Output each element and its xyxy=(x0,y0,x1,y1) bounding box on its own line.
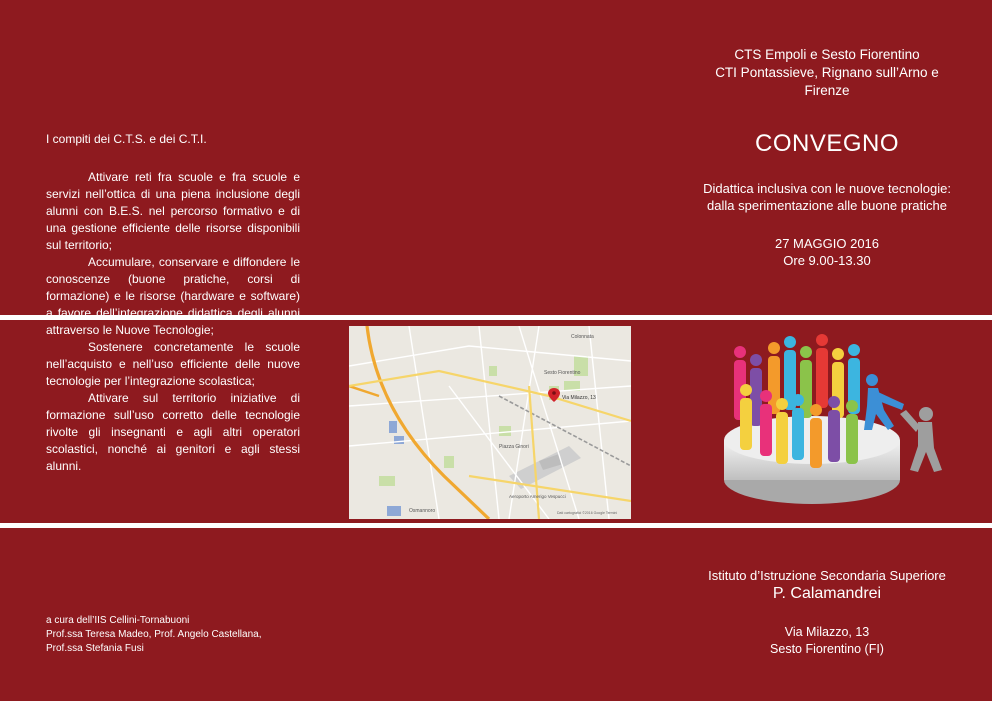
organizer-line: Firenze xyxy=(804,83,850,98)
task-paragraph: Sostenere concretamente le scuole nell’acquisto e nell’uso efficiente delle nuove tecnologie per l’integrazione scolastica; xyxy=(46,340,300,388)
map-place-label: Aeroporto Amerigo Vespucci xyxy=(509,494,566,499)
event-title xyxy=(672,180,982,214)
event-title-line: Didattica inclusiva con le nuove tecnologie: xyxy=(703,181,951,196)
map-attribution: Dati cartografici ©2016 Google Termini xyxy=(557,511,618,515)
event-time: Ore 9.00-13.30 xyxy=(783,253,871,268)
event-datetime xyxy=(672,235,982,269)
task-paragraph: Attivare sul territorio iniziative di formazione sull’uso corretto delle tecnologie rivolte gli insegnanti e agli altri operatori scolastici, nonché ai genitori e agli stessi alunni. xyxy=(46,391,300,473)
community-icon xyxy=(722,330,952,510)
map-place-label: Osmannoro xyxy=(409,508,436,514)
credits-line: Prof.ssa Teresa Madeo, Prof. Angelo Castellana, xyxy=(46,629,262,640)
credits-line: Prof.ssa Stefania Fusi xyxy=(46,643,144,654)
map-pin-label: Via Milazzo, 13 xyxy=(562,395,596,401)
map-place-label: Colonnata xyxy=(571,334,594,340)
venue-city: Sesto Fiorentino (FI) xyxy=(770,642,884,656)
venue-street: Via Milazzo, 13 xyxy=(784,625,870,639)
credits-line: a cura dell’IIS Cellini-Tornabuoni xyxy=(46,615,190,626)
people-illustration xyxy=(722,330,952,510)
task-paragraph: Accumulare, conservare e diffondere le conoscenze (buone pratiche, corsi di formazione) e le risorse (hardware e software) a favore dell’integrazione didattica degli alunni attraverso le Nuove Tecnologie; xyxy=(46,255,300,337)
event-type: CONVEGNO xyxy=(754,130,899,157)
task-paragraph: Attivare reti fra scuole e fra scuole e servizi nell’ottica di una piena inclusione degli alunni con B.E.S. nel percorso formativo e di una gestione efficiente delle risorse disponibili sul territorio; xyxy=(46,170,300,252)
map-place-label: Piazza Ginori xyxy=(499,444,529,450)
venue-address xyxy=(672,624,982,658)
location-map xyxy=(349,326,631,519)
event-date: 27 MAGGIO 2016 xyxy=(774,236,880,251)
tasks-heading: I compiti dei C.T.S. e dei C.T.I. xyxy=(46,132,207,146)
venue-type: Istituto d’Istruzione Secondaria Superiore xyxy=(708,568,946,583)
credits xyxy=(46,614,262,656)
bottom-divider xyxy=(0,523,992,528)
organizer-line: CTI Pontassieve, Rignano sull’Arno e xyxy=(715,65,939,80)
venue-name: P. Calamandrei xyxy=(772,585,882,602)
map-place-label: Sesto Fiorentino xyxy=(544,370,581,376)
tasks-list xyxy=(46,169,300,475)
event-title-line: dalla sperimentazione alle buone pratiche xyxy=(707,198,947,213)
organizers xyxy=(672,46,982,100)
organizer-line: CTS Empoli e Sesto Fiorentino xyxy=(734,47,920,62)
map-graphic xyxy=(349,326,631,519)
